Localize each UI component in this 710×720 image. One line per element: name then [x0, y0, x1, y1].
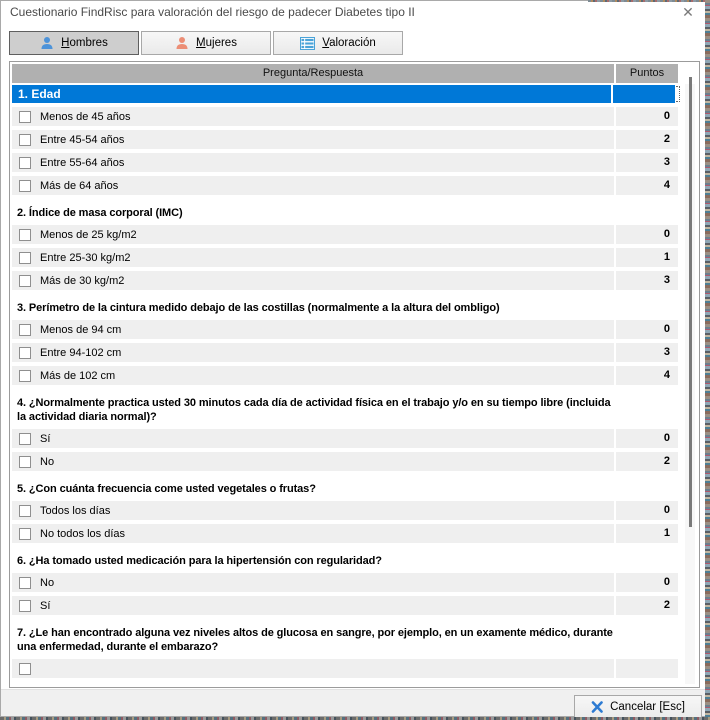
option-row[interactable] [12, 366, 680, 385]
option-cell[interactable] [12, 452, 614, 471]
column-header-puntos: Puntos [616, 64, 678, 83]
option-points: 3 [616, 271, 678, 290]
cancel-label: Cancelar [Esc] [610, 700, 685, 713]
female-user-icon [175, 36, 189, 50]
option-row[interactable] [12, 343, 680, 362]
option-row[interactable] [12, 320, 680, 339]
option-row[interactable] [12, 176, 680, 195]
vertical-scrollbar-thumb[interactable] [689, 77, 692, 527]
valuation-grid-icon [300, 37, 315, 50]
option-points: 1 [616, 524, 678, 543]
option-row[interactable] [12, 429, 680, 448]
option-points: 3 [616, 153, 678, 172]
option-points: 2 [616, 130, 678, 149]
title-bar [1, 1, 705, 23]
checkbox[interactable] [19, 180, 31, 192]
option-row[interactable] [12, 107, 680, 126]
option-label: Más de 102 cm [40, 369, 116, 382]
option-label: No todos los días [40, 527, 125, 540]
checkbox[interactable] [19, 456, 31, 468]
option-label: Entre 45-54 años [40, 133, 125, 146]
option-row[interactable] [12, 573, 680, 592]
tab-hombres[interactable] [9, 31, 139, 55]
option-cell[interactable] [12, 524, 614, 543]
option-points: 2 [616, 596, 678, 615]
close-button[interactable] [678, 2, 698, 22]
checkbox[interactable] [19, 370, 31, 382]
option-label: Menos de 45 años [40, 110, 131, 123]
option-cell[interactable] [12, 366, 614, 385]
tab-mujeres[interactable] [141, 31, 271, 55]
question-row[interactable]: 3. Perímetro de la cintura medido debajo de las costillas (normalmente a la altura del ombligo) [17, 302, 500, 314]
checkbox[interactable] [19, 600, 31, 612]
option-points: 0 [616, 225, 678, 244]
question-row[interactable]: 2. Índice de masa corporal (IMC) [17, 207, 183, 219]
option-label: Más de 30 kg/m2 [40, 274, 125, 287]
option-label: Menos de 25 kg/m2 [40, 228, 137, 241]
checkbox[interactable] [19, 324, 31, 336]
option-cell[interactable] [12, 573, 614, 592]
checkbox[interactable] [19, 433, 31, 445]
checkbox[interactable] [19, 157, 31, 169]
checkbox[interactable] [19, 577, 31, 589]
window-title: Cuestionario FindRisc para valoración del riesgo de padecer Diabetes tipo II [10, 5, 415, 19]
option-cell[interactable] [12, 271, 614, 290]
question-row[interactable]: 7. ¿Le han encontrado alguna vez niveles altos de glucosa en sangre, por ejemplo, en un examente médico, durante una enfermedad, durante el embarazo? [17, 627, 613, 653]
cancel-button[interactable] [574, 695, 702, 718]
male-user-icon [40, 36, 54, 50]
option-cell[interactable] [12, 429, 614, 448]
tab-valoracion[interactable] [273, 31, 403, 55]
option-points: 0 [616, 320, 678, 339]
option-row[interactable] [12, 248, 680, 267]
checkbox[interactable] [19, 663, 31, 675]
checkbox[interactable] [19, 347, 31, 359]
grid-header [12, 64, 699, 83]
option-cell[interactable] [12, 176, 614, 195]
option-cell[interactable] [12, 107, 614, 126]
checkbox[interactable] [19, 229, 31, 241]
option-points: 0 [616, 573, 678, 592]
selected-question-label: 1. Edad [12, 85, 611, 103]
option-cell[interactable] [12, 225, 614, 244]
option-cell[interactable] [12, 130, 614, 149]
option-label: Entre 94-102 cm [40, 346, 122, 359]
option-row[interactable] [12, 225, 680, 244]
option-cell[interactable] [12, 596, 614, 615]
checkbox[interactable] [19, 111, 31, 123]
checkbox[interactable] [19, 252, 31, 264]
option-label: No [40, 576, 55, 589]
option-points: 0 [616, 107, 678, 126]
tab-label: Valoración [322, 37, 376, 49]
option-label: Sí [40, 599, 51, 612]
checkbox[interactable] [19, 505, 31, 517]
option-label: Sí [40, 432, 51, 445]
option-label: Todos los días [40, 504, 111, 517]
column-header-pregunta: Pregunta/Respuesta [12, 64, 614, 83]
selected-question-row[interactable] [12, 85, 680, 103]
tab-label: Hombres [61, 37, 108, 49]
option-points: 2 [616, 452, 678, 471]
option-points: 0 [616, 429, 678, 448]
option-cell[interactable] [12, 343, 614, 362]
question-row[interactable]: 5. ¿Con cuánta frecuencia come usted vegetales o frutas? [17, 483, 316, 495]
questionnaire-grid [9, 61, 700, 688]
option-label: Menos de 94 cm [40, 323, 122, 336]
option-row[interactable] [12, 153, 680, 172]
option-row[interactable] [12, 524, 680, 543]
checkbox[interactable] [19, 134, 31, 146]
option-cell[interactable] [12, 659, 614, 678]
toolbar [9, 31, 403, 55]
option-row[interactable] [12, 271, 680, 290]
option-label: No [40, 455, 55, 468]
grid-body [12, 85, 680, 686]
option-cell[interactable] [12, 153, 614, 172]
option-points: 3 [616, 343, 678, 362]
option-points: 1 [616, 248, 678, 267]
option-points: 4 [616, 176, 678, 195]
checkbox[interactable] [19, 528, 31, 540]
close-icon: ✕ [682, 3, 694, 20]
option-cell[interactable] [12, 248, 614, 267]
option-row[interactable] [12, 130, 680, 149]
desktop-background-edge [588, 0, 705, 2]
focus-bracket [676, 86, 680, 102]
option-points: 0 [616, 501, 678, 520]
option-cell[interactable] [12, 501, 614, 520]
tab-label: Mujeres [196, 37, 237, 49]
option-row[interactable] [12, 452, 680, 471]
checkbox[interactable] [19, 275, 31, 287]
option-row[interactable] [12, 659, 680, 678]
option-row[interactable] [12, 501, 680, 520]
option-label: Entre 25-30 kg/m2 [40, 251, 131, 264]
selected-question-points-cell [613, 85, 675, 103]
option-points [616, 659, 678, 678]
option-points: 4 [616, 366, 678, 385]
cancel-x-icon [591, 701, 603, 713]
bottom-panel [1, 689, 705, 716]
question-row[interactable]: 4. ¿Normalmente practica usted 30 minutos cada día de actividad física en el trabajo y/o en su tiempo libre (incluida la actividad diaria normal)? [17, 397, 611, 423]
desktop-background-edge [705, 0, 710, 720]
question-row[interactable]: 6. ¿Ha tomado usted medicación para la hipertensión con regularidad? [17, 555, 382, 567]
option-label: Más de 64 años [40, 179, 119, 192]
option-cell[interactable] [12, 320, 614, 339]
option-row[interactable] [12, 596, 680, 615]
option-label: Entre 55-64 años [40, 156, 125, 169]
